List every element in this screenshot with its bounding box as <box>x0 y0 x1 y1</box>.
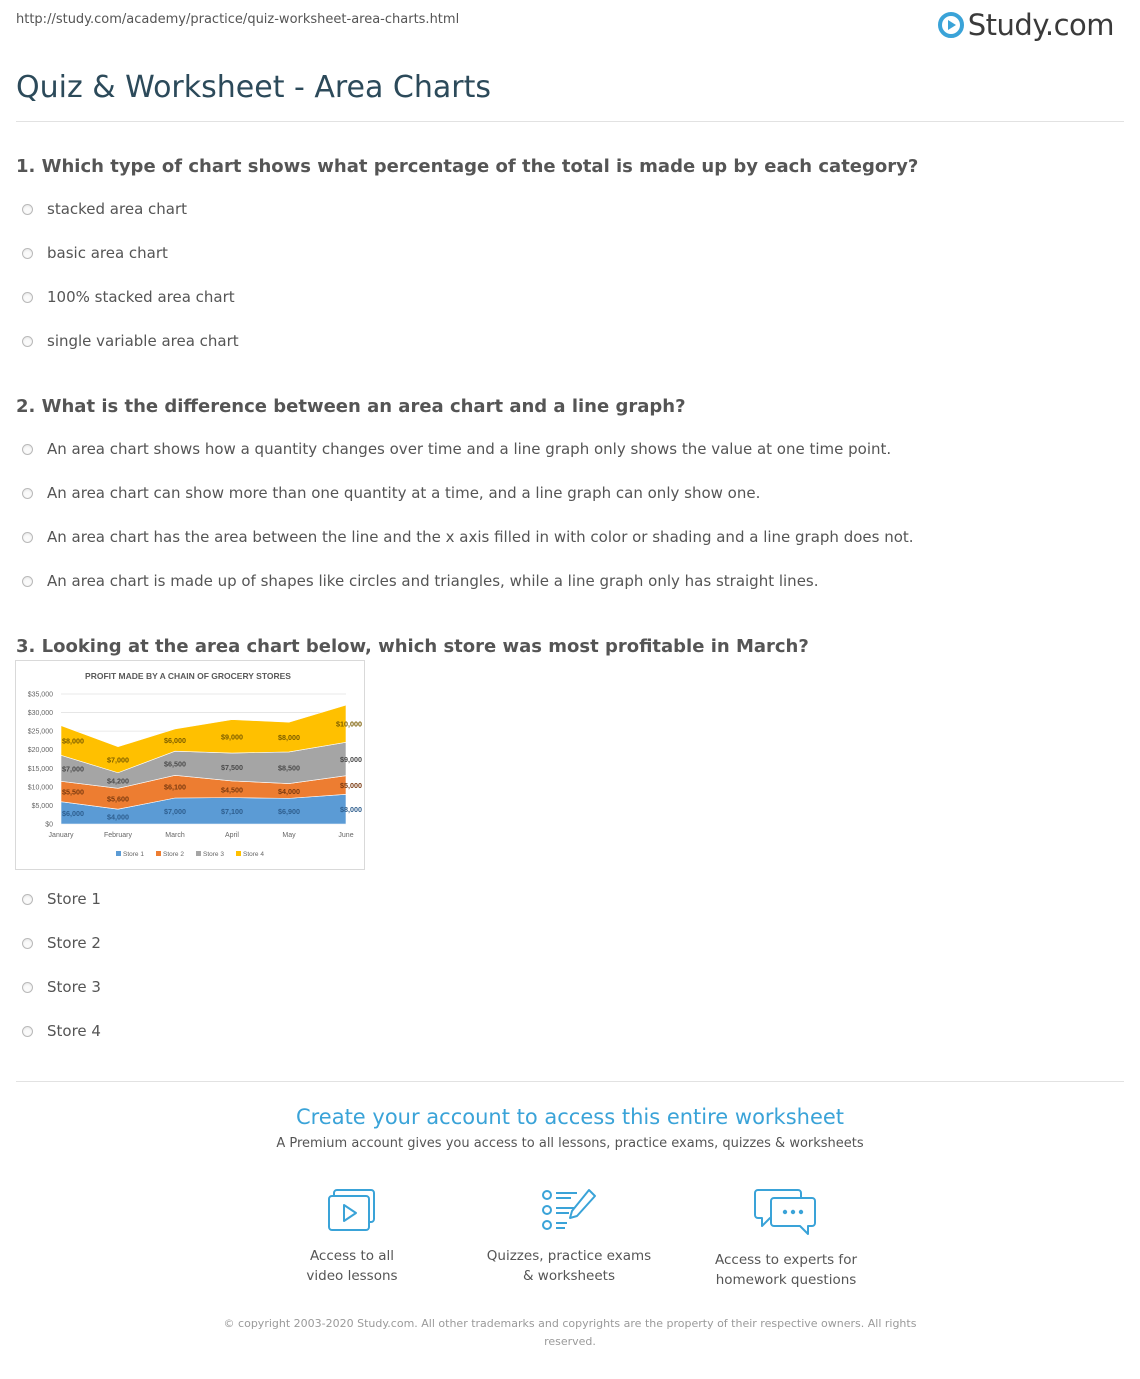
chart-legend <box>116 851 264 858</box>
question-3: 3. Looking at the area chart below, which store was most profitable in March? <box>16 636 809 657</box>
cta-title[interactable]: Create your account to access this entire worksheet <box>295 1105 845 1129</box>
radio-button[interactable] <box>22 576 33 587</box>
play-logo-icon <box>938 12 964 38</box>
q3-option-3[interactable] <box>22 978 101 996</box>
option-label: Store 2 <box>47 934 101 952</box>
legend-label: Store 3 <box>203 851 224 858</box>
x-tick-label: June <box>338 832 354 839</box>
data-label: $4,500 <box>221 785 243 795</box>
data-label: $6,900 <box>278 807 300 817</box>
legend-swatch <box>156 851 161 856</box>
copyright-text: © copyright 2003-2020 Study.com. All other trademarks and copyrights are the property of their respective owners. All rights reserved. <box>223 1317 917 1348</box>
q1-option-4[interactable] <box>22 332 239 350</box>
y-tick-label: $30,000 <box>27 710 53 718</box>
q3-option-4[interactable] <box>22 1022 101 1040</box>
data-label: $5,500 <box>62 787 84 797</box>
data-label: $6,500 <box>164 759 186 769</box>
legend-swatch <box>196 851 201 856</box>
option-label: An area chart is made up of shapes like circles and triangles, while a line graph only has straight lines. <box>47 572 819 590</box>
radio-button[interactable] <box>22 982 33 993</box>
x-tick-label: March <box>165 832 185 839</box>
y-tick-label: $15,000 <box>27 765 53 773</box>
option-label: Store 1 <box>47 890 101 908</box>
area-chart <box>15 660 365 870</box>
radio-button[interactable] <box>22 938 33 949</box>
chart-areas <box>61 705 346 824</box>
y-tick-label: $20,000 <box>27 747 53 755</box>
chart-title: PROFIT MADE BY A CHAIN OF GROCERY STORES <box>85 671 291 681</box>
radio-button[interactable] <box>22 336 33 347</box>
study-logo[interactable] <box>938 8 1114 42</box>
y-tick-label: $35,000 <box>27 691 53 699</box>
data-label: $8,000 <box>62 736 84 746</box>
data-label: $8,000 <box>278 733 300 743</box>
option-label: An area chart shows how a quantity changes over time and a line graph only shows the value at one time point. <box>47 440 892 458</box>
area-chart-svg <box>16 661 364 869</box>
x-axis-labels <box>49 832 354 839</box>
q2-option-1[interactable] <box>22 440 891 458</box>
y-tick-label: $0 <box>45 821 53 829</box>
q1-option-1[interactable] <box>22 200 187 218</box>
legend-swatch <box>236 851 241 856</box>
option-label: stacked area chart <box>47 200 188 218</box>
q1-option-2[interactable] <box>22 244 168 262</box>
radio-button[interactable] <box>22 204 33 215</box>
data-label: $5,600 <box>107 794 129 804</box>
option-label: 100% stacked area chart <box>47 288 235 306</box>
q2-option-4[interactable] <box>22 572 819 590</box>
data-label: $4,000 <box>278 786 300 796</box>
y-tick-label: $5,000 <box>31 802 53 810</box>
option-label: An area chart can show more than one quantity at a time, and a line graph can only show one. <box>47 484 761 502</box>
radio-button[interactable] <box>22 488 33 499</box>
feature-line-2: & worksheets <box>522 1268 615 1284</box>
data-label: $7,000 <box>107 755 129 765</box>
radio-button[interactable] <box>22 894 33 905</box>
data-label: $8,500 <box>278 763 300 773</box>
x-tick-label: February <box>103 832 133 839</box>
data-label: $7,100 <box>221 806 243 816</box>
data-label: $10,000 <box>336 719 362 729</box>
q1-option-3[interactable] <box>22 288 235 306</box>
option-label: An area chart has the area between the line and the x axis filled in with color or shading and a line graph does not. <box>47 528 914 546</box>
quiz-checklist-icon <box>539 1186 599 1234</box>
feature-line-2: homework questions <box>715 1272 857 1288</box>
data-label: $9,000 <box>340 755 362 764</box>
data-label: $6,100 <box>164 782 186 792</box>
x-tick-label: January <box>48 832 74 839</box>
radio-button[interactable] <box>22 292 33 303</box>
y-tick-label: $10,000 <box>27 784 53 792</box>
legend-label: Store 1 <box>123 851 144 858</box>
video-lessons-icon <box>325 1186 379 1234</box>
data-label: $7,000 <box>164 807 186 816</box>
y-axis-labels <box>28 692 53 829</box>
question-1: 1. Which type of chart shows what percentage of the total is made up by each category? <box>16 156 919 177</box>
q3-option-1[interactable] <box>22 890 101 908</box>
option-label: single variable area chart <box>47 332 239 350</box>
title-divider <box>16 121 1124 122</box>
data-label: $5,000 <box>340 781 362 790</box>
data-label: $6,000 <box>164 736 186 746</box>
logo-text: Study.com <box>967 8 1114 42</box>
cta-subtitle: A Premium account gives you access to all lessons, practice exams, quizzes & worksheets <box>276 1136 864 1151</box>
legend-label: Store 2 <box>163 851 184 858</box>
legend-label: Store 4 <box>243 851 264 858</box>
radio-button[interactable] <box>22 532 33 543</box>
q3-option-2[interactable] <box>22 934 101 952</box>
question-2: 2. What is the difference between an area chart and a line graph? <box>16 396 686 417</box>
x-tick-label: May <box>282 832 296 839</box>
radio-button[interactable] <box>22 248 33 259</box>
feature-line-1: Access to all <box>309 1248 395 1264</box>
data-label: $9,000 <box>221 732 243 742</box>
feature-line-1: Access to experts for <box>714 1252 857 1268</box>
option-label: Store 4 <box>47 1022 101 1040</box>
x-tick-label: April <box>224 832 240 839</box>
section-divider <box>16 1081 1124 1082</box>
legend-swatch <box>116 851 121 856</box>
option-label: Store 3 <box>47 978 101 996</box>
page-url: http://study.com/academy/practice/quiz-worksheet-area-charts.html <box>16 12 460 27</box>
q2-option-3[interactable] <box>22 528 914 546</box>
feature-line-2: video lessons <box>306 1268 398 1284</box>
radio-button[interactable] <box>22 444 33 455</box>
chat-bubbles-icon <box>754 1186 818 1238</box>
feature-quizzes <box>469 1186 669 1286</box>
data-label: $7,500 <box>221 762 243 772</box>
data-label: $8,000 <box>340 805 362 815</box>
option-label: basic area chart <box>47 244 168 262</box>
data-label: $4,200 <box>107 776 129 786</box>
feature-line-1: Quizzes, practice exams <box>486 1248 652 1264</box>
page-title: Quiz & Worksheet - Area Charts <box>16 70 492 105</box>
data-label: $7,000 <box>62 764 84 774</box>
feature-experts <box>686 1186 886 1290</box>
data-label: $4,000 <box>107 812 129 822</box>
data-label: $6,000 <box>62 808 84 818</box>
q2-option-2[interactable] <box>22 484 760 502</box>
radio-button[interactable] <box>22 1026 33 1037</box>
y-tick-label: $25,000 <box>27 728 53 736</box>
feature-video-lessons <box>252 1186 452 1286</box>
